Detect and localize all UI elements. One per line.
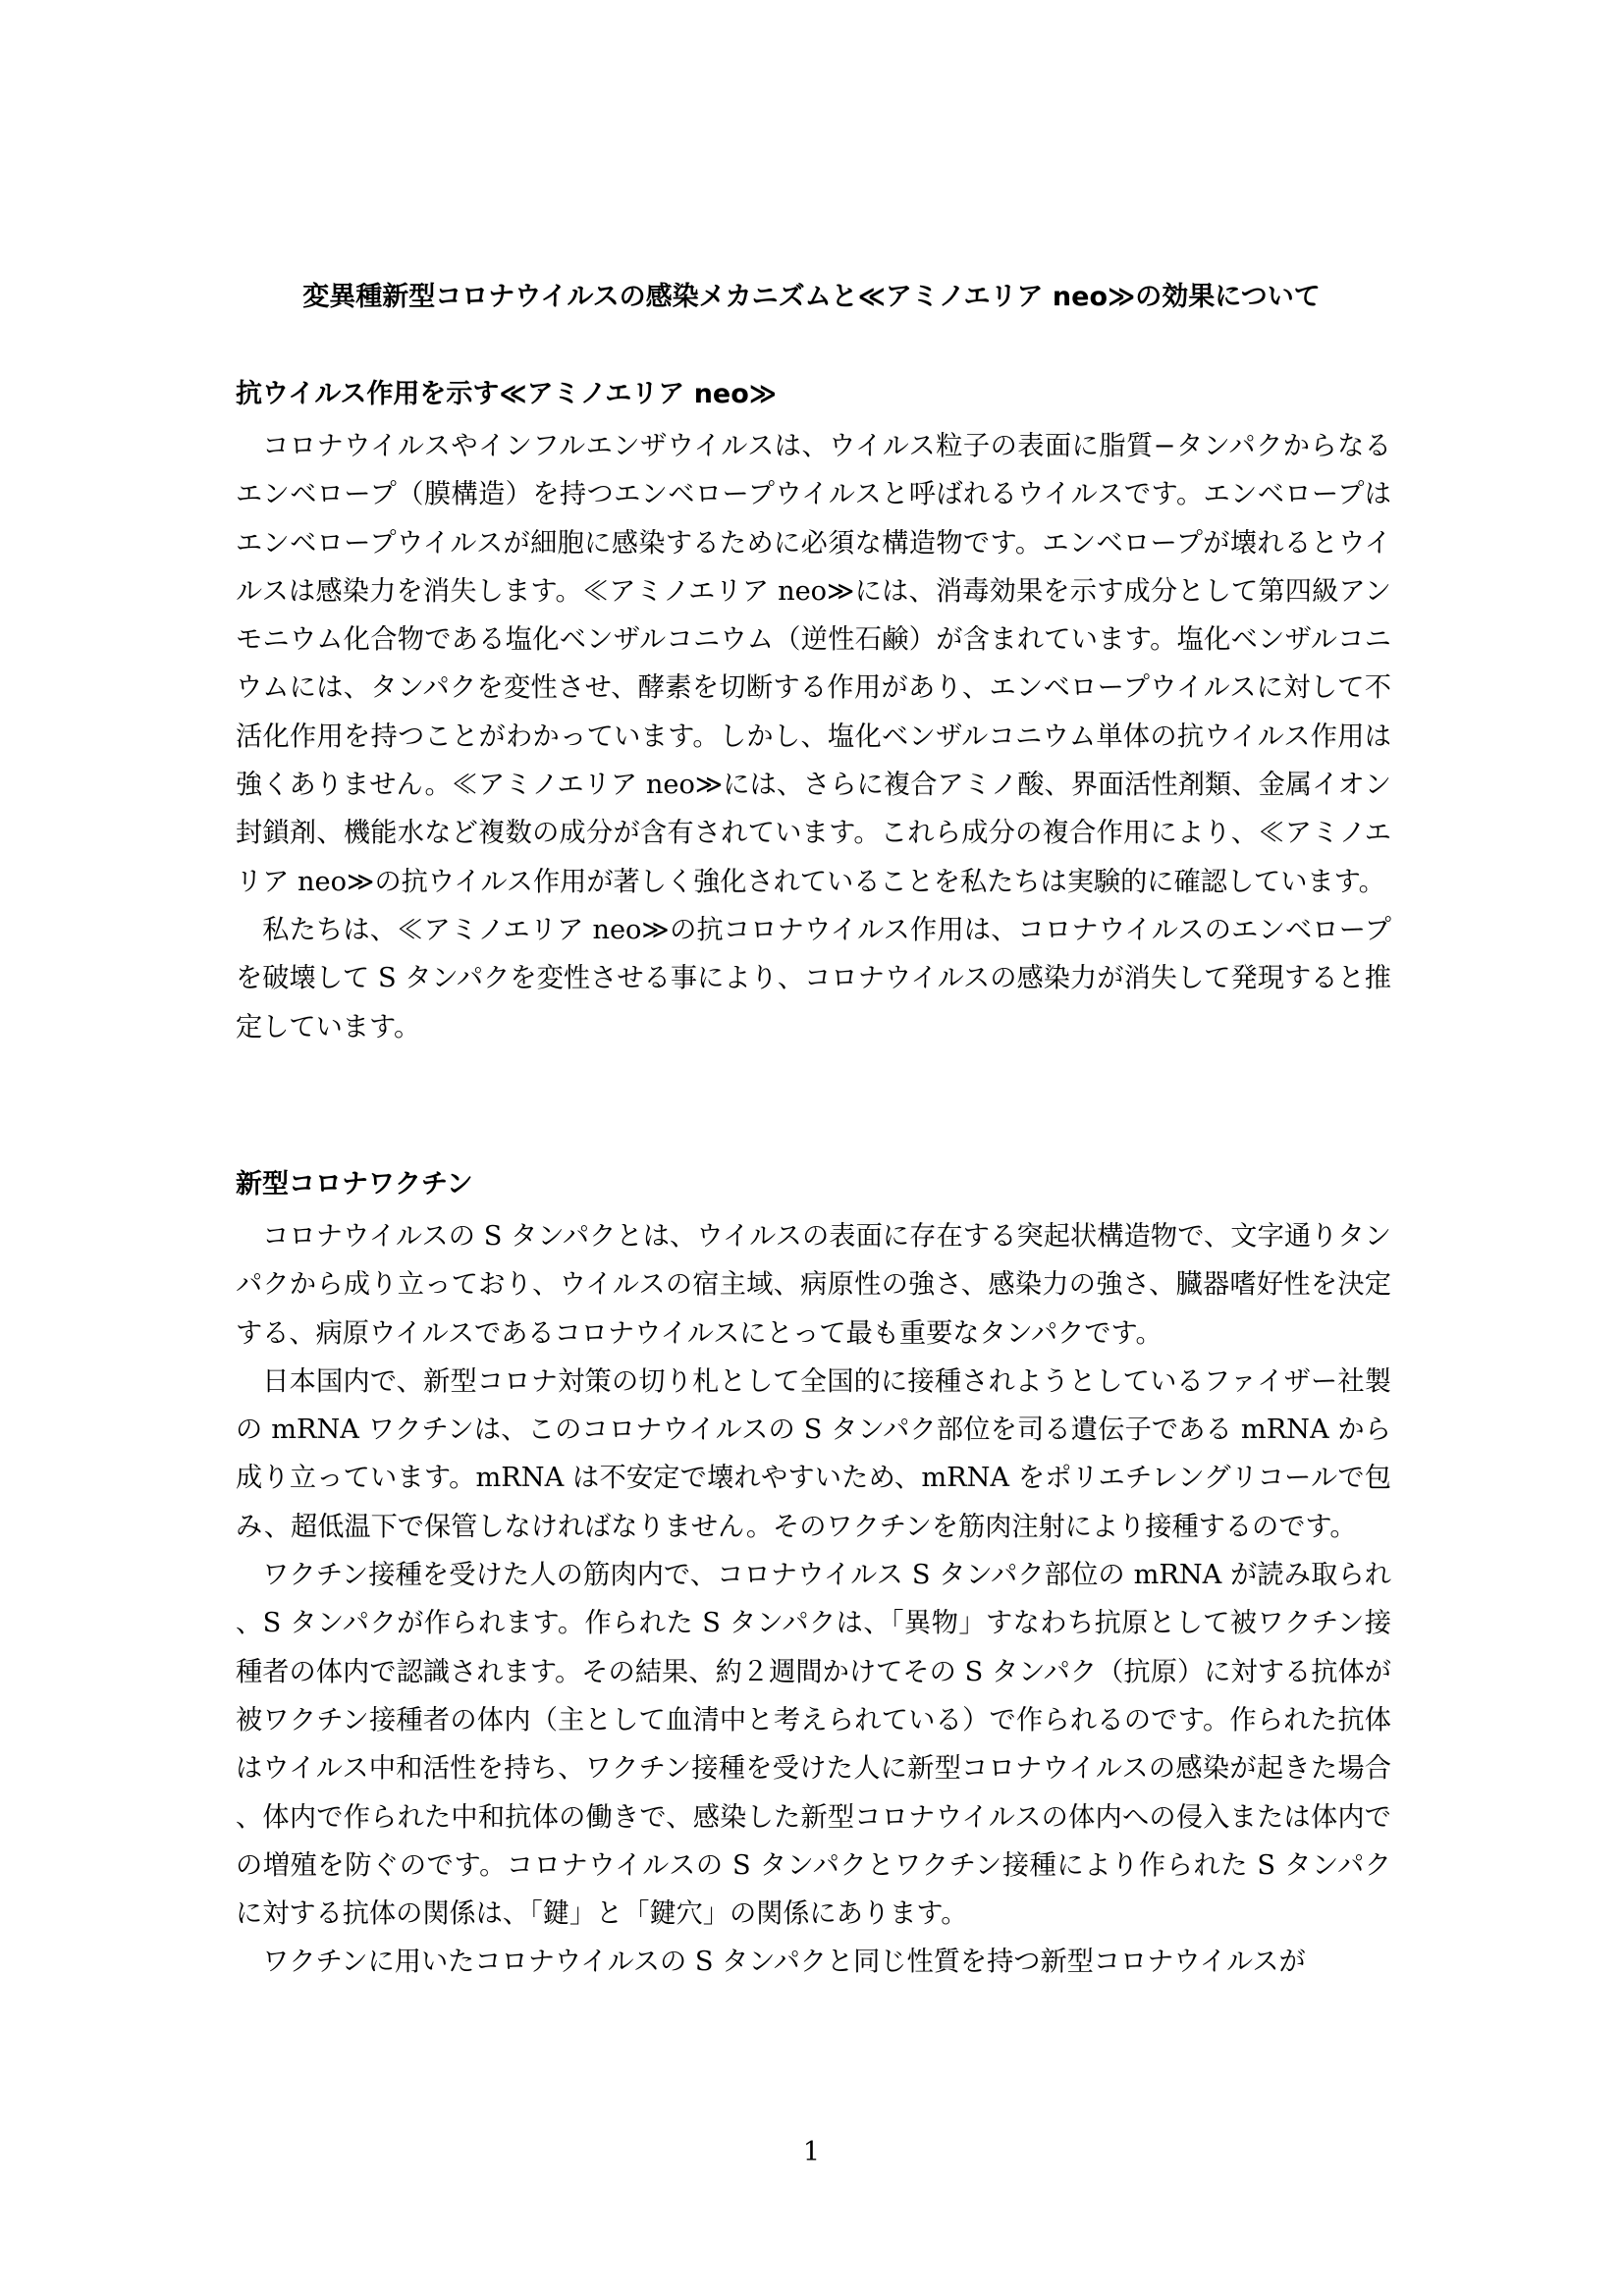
section-covid-vaccine: [236, 1168, 1391, 1987]
body-paragraph: 日本国内で、新型コロナ対策の切り札として全国的に接種されようとしているファイザー社製の mRNA ワクチンは、このコロナウイルスの S タンパク部位を司る遺伝子である mRNA から成り立っています。mRNA は不安定で壊れやすいため、mRNA をポリエチレングリコールで包み、超低温下で保管しなければなりません。そのワクチンを筋肉注射により接種するのです。: [236, 1365, 1391, 1542]
section-heading: 新型コロナワクチン: [236, 1169, 473, 1200]
section-heading: 抗ウイルス作用を示す≪アミノエリア neo≫: [236, 379, 778, 409]
body-paragraph: コロナウイルスの S タンパクとは、ウイルスの表面に存在する突起状構造物で、文字通りタンパクから成り立っており、ウイルスの宿主域、病原性の強さ、感染力の強さ、臓器嗜好性を決定する、病原ウイルスであるコロナウイルスにとって最も重要なタンパクです。: [236, 1221, 1391, 1349]
document-title: 変異種新型コロナウイルスの感染メカニズムと≪アミノエリア neo≫の効果について: [302, 282, 1321, 312]
body-paragraph: 私たちは、≪アミノエリア neo≫の抗コロナウイルス作用は、コロナウイルスのエンベロープを破壊して S タンパクを変性させる事により、コロナウイルスの感染力が消失して発現すると推定しています。: [236, 914, 1391, 1042]
page-number: 1: [802, 2137, 821, 2167]
body-paragraph: コロナウイルスやインフルエンザウイルスは、ウイルス粒子の表面に脂質−タンパクからなるエンベロープ（膜構造）を持つエンベロープウイルスと呼ばれるウイルスです。エンベロープはエンベロープウイルスが細胞に感染するために必須な構造物です。エンベロープが壊れるとウイルスは感染力を消失します。≪アミノエリア neo≫には、消毒効果を示す成分として第四級アンモニウム化合物である塩化ベンザルコニウム（逆性石鹸）が含まれています。塩化ベンザルコニウムには、タンパクを変性させ、酵素を切断する作用があり、エンベロープウイルスに対して不活化作用を持つことがわかっています。しかし、塩化ベンザルコニウム単体の抗ウイルス作用は強くありません。≪アミノエリア neo≫には、さらに複合アミノ酸、界面活性剤類、金属イオン封鎖剤、機能水など複数の成分が含有されています。これら成分の複合作用により、≪アミノエリア neo≫の抗ウイルス作用が著しく強化されていることを私たちは実験的に確認しています。: [236, 431, 1391, 897]
body-paragraph: ワクチン接種を受けた人の筋肉内で、コロナウイルス S タンパク部位の mRNA が読み取られ、S タンパクが作られます。作られた S タンパクは、「異物」すなわち抗原として被ワクチン接種者の体内で認識されます。その結果、約２週間かけてその S タンパク（抗原）に対する抗体が被ワクチン接種者の体内（主として血清中と考えられている）で作られるのです。作られた抗体はウイルス中和活性を持ち、ワクチン接種を受けた人に新型コロナウイルスの感染が起きた場合、体内で作られた中和抗体の働きで、感染した新型コロナウイルスの体内への侵入または体内での増殖を防ぐのです。コロナウイルスの S タンパクとワクチン接種により作られた S タンパクに対する抗体の関係は、「鍵」と「鍵穴」の関係にあります。: [236, 1560, 1391, 1930]
body-paragraph: ワクチンに用いたコロナウイルスの S タンパクと同じ性質を持つ新型コロナウイルスが: [262, 1947, 1306, 1978]
section-antiviral-action: [236, 378, 1391, 1051]
